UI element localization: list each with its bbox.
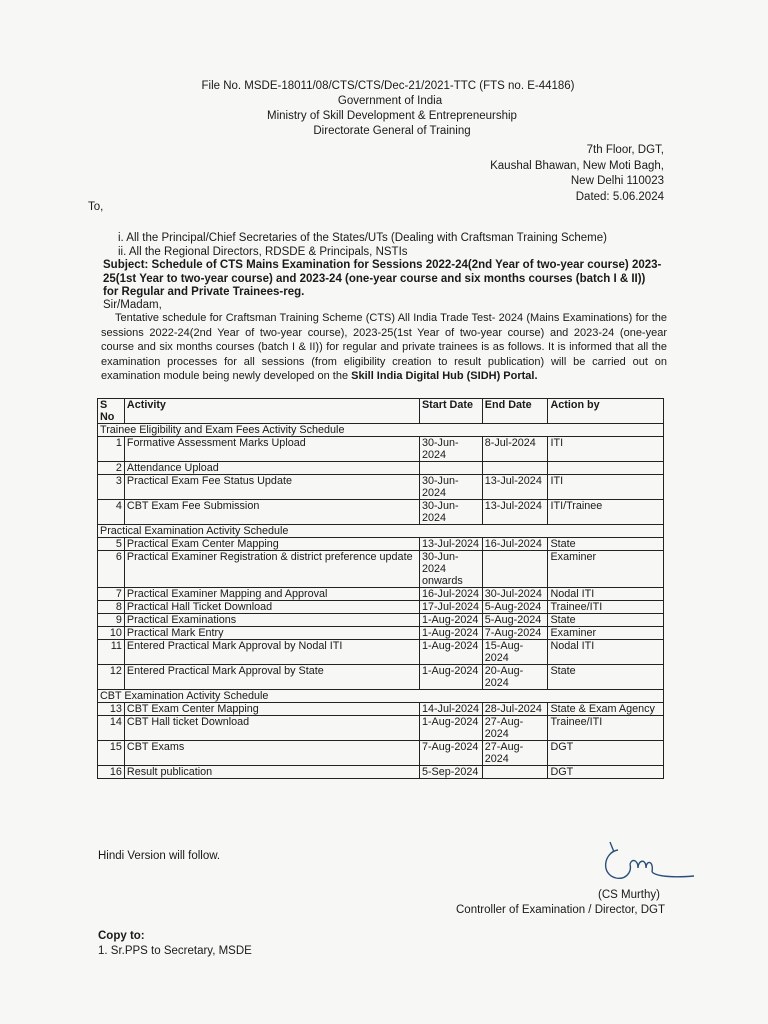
body-paragraph — [101, 311, 667, 384]
cell-end-date: 13-Jul-2024 — [482, 500, 548, 525]
directorate-line: Directorate General of Training — [313, 125, 471, 137]
section-row — [98, 424, 664, 437]
cell-start-date: 30-Jun-2024 — [419, 500, 482, 525]
cell-sno: 16 — [98, 766, 125, 779]
cell-activity: Entered Practical Mark Approval by State — [124, 665, 419, 690]
govt-line: Government of India — [337, 95, 443, 107]
cell-sno: 14 — [98, 716, 125, 741]
cell-start-date: 5-Sep-2024 — [419, 766, 482, 779]
ministry-line: Ministry of Skill Development & Entrepreneurship — [267, 110, 517, 122]
cell-action-by: State — [548, 538, 664, 551]
recipient-2: ii. All the Regional Directors, RDSDE & Principals, NSTIs — [118, 246, 408, 258]
cell-action-by: Examiner — [548, 627, 664, 640]
cell-sno: 4 — [98, 500, 125, 525]
table-row — [98, 500, 664, 525]
table-row — [98, 538, 664, 551]
section-title: CBT Examination Activity Schedule — [98, 690, 664, 703]
cell-end-date — [482, 766, 548, 779]
cell-action-by: State & Exam Agency — [548, 703, 664, 716]
cell-start-date: 1-Aug-2024 — [419, 614, 482, 627]
signatory-name: (CS Murthy) — [598, 889, 660, 901]
cell-activity: Formative Assessment Marks Upload — [124, 437, 419, 462]
recipient-1: i. All the Principal/Chief Secretaries of the States/UTs (Dealing with Craftsman Training Scheme) — [118, 232, 607, 244]
office-address — [490, 143, 664, 205]
cell-activity: Result publication — [124, 766, 419, 779]
cell-action-by: Examiner — [548, 551, 664, 588]
cell-end-date: 7-Aug-2024 — [482, 627, 548, 640]
table-row — [98, 588, 664, 601]
cell-sno: 5 — [98, 538, 125, 551]
cell-sno: 10 — [98, 627, 125, 640]
cell-end-date: 16-Jul-2024 — [482, 538, 548, 551]
table-row — [98, 601, 664, 614]
signatory-designation: Controller of Examination / Director, DGT — [456, 904, 665, 916]
cell-sno: 13 — [98, 703, 125, 716]
cell-start-date: 30-Jun-2024 — [419, 437, 482, 462]
cell-activity: Entered Practical Mark Approval by Nodal ITI — [124, 640, 419, 665]
cell-start-date: 13-Jul-2024 — [419, 538, 482, 551]
cell-activity: Practical Examiner Registration & district preference update — [124, 551, 419, 588]
cell-start-date: 1-Aug-2024 — [419, 716, 482, 741]
cell-activity: Practical Examiner Mapping and Approval — [124, 588, 419, 601]
cell-activity: CBT Exam Fee Submission — [124, 500, 419, 525]
cell-start-date: 17-Jul-2024 — [419, 601, 482, 614]
table-row — [98, 437, 664, 462]
cell-sno: 7 — [98, 588, 125, 601]
table-row — [98, 462, 664, 475]
cell-action-by: Trainee/ITI — [548, 716, 664, 741]
table-row — [98, 551, 664, 588]
signature-icon — [590, 838, 700, 890]
cell-end-date — [482, 551, 548, 588]
cell-sno: 11 — [98, 640, 125, 665]
schedule-table — [97, 398, 664, 779]
cell-action-by: DGT — [548, 741, 664, 766]
table-row — [98, 766, 664, 779]
cell-sno: 12 — [98, 665, 125, 690]
col-action-by: Action by — [548, 399, 664, 424]
schedule-body — [98, 424, 664, 779]
col-activity: Activity — [124, 399, 419, 424]
table-row — [98, 640, 664, 665]
table-row — [98, 703, 664, 716]
section-title: Trainee Eligibility and Exam Fees Activity Schedule — [98, 424, 664, 437]
cell-activity: Attendance Upload — [124, 462, 419, 475]
table-row — [98, 475, 664, 500]
table-row — [98, 741, 664, 766]
cell-end-date: 20-Aug-2024 — [482, 665, 548, 690]
copy-to-title: Copy to: — [98, 930, 145, 942]
cell-sno: 15 — [98, 741, 125, 766]
cell-activity: CBT Exam Center Mapping — [124, 703, 419, 716]
cell-action-by: Nodal ITI — [548, 588, 664, 601]
address-line-2: Kaushal Bhawan, New Moti Bagh, — [490, 159, 664, 172]
cell-activity: Practical Exam Center Mapping — [124, 538, 419, 551]
col-end-date: End Date — [482, 399, 548, 424]
dated-line: Dated: 5.06.2024 — [575, 190, 664, 203]
cell-sno: 8 — [98, 601, 125, 614]
cell-start-date: 16-Jul-2024 — [419, 588, 482, 601]
cell-start-date: 1-Aug-2024 — [419, 640, 482, 665]
to-label: To, — [88, 201, 104, 213]
cell-start-date: 1-Aug-2024 — [419, 665, 482, 690]
table-row — [98, 665, 664, 690]
cell-end-date: 15-Aug-2024 — [482, 640, 548, 665]
col-sno: S No — [98, 399, 125, 424]
cell-sno: 6 — [98, 551, 125, 588]
copy-to-item: 1. Sr.PPS to Secretary, MSDE — [98, 945, 252, 957]
file-number: File No. MSDE-18011/08/CTS/CTS/Dec-21/2021-TTC (FTS no. E-44186) — [201, 80, 575, 92]
cell-action-by: State — [548, 614, 664, 627]
table-row — [98, 614, 664, 627]
col-start-date: Start Date — [419, 399, 482, 424]
table-row — [98, 627, 664, 640]
section-title: Practical Examination Activity Schedule — [98, 525, 664, 538]
cell-activity: Practical Examinations — [124, 614, 419, 627]
cell-end-date: 5-Aug-2024 — [482, 601, 548, 614]
subject-line: Subject: Schedule of CTS Mains Examination for Sessions 2022-24(2nd Year of two-year course) 2023-25(1st Year to two-year course) and 2023-24 (one-year course and six months courses (batch I & II)) for Regular and Private Trainees-reg. — [103, 259, 662, 298]
cell-action-by: State — [548, 665, 664, 690]
cell-action-by: Nodal ITI — [548, 640, 664, 665]
cell-action-by — [548, 462, 664, 475]
cell-activity: Practical Hall Ticket Download — [124, 601, 419, 614]
portal-name: Skill India Digital Hub (SIDH) Portal. — [351, 370, 538, 382]
cell-end-date: 27-Aug-2024 — [482, 716, 548, 741]
cell-activity: Practical Exam Fee Status Update — [124, 475, 419, 500]
cell-end-date: 5-Aug-2024 — [482, 614, 548, 627]
table-header-row — [98, 399, 664, 424]
cell-action-by: ITI/Trainee — [548, 500, 664, 525]
cell-end-date: 30-Jul-2024 — [482, 588, 548, 601]
body-text: Tentative schedule for Craftsman Training Scheme (CTS) All India Trade Test- 2024 (Mains Examinations) for the sessions 2022-24(2nd Year of two-year course), 2023-25(1st Year of two-year course) and 2023-24 (one-year course and six months courses (batch I & II)) for regular and private trainees is as follows. It is informed that all the examination processes for all sessions (from eligibility creation to result publication) will be carried out on examination module being newly developed on the — [101, 312, 667, 382]
cell-action-by: Trainee/ITI — [548, 601, 664, 614]
cell-action-by: ITI — [548, 437, 664, 462]
cell-end-date: 27-Aug-2024 — [482, 741, 548, 766]
cell-sno: 2 — [98, 462, 125, 475]
cell-sno: 1 — [98, 437, 125, 462]
salutation: Sir/Madam, — [103, 299, 162, 311]
section-row — [98, 690, 664, 703]
cell-end-date: 13-Jul-2024 — [482, 475, 548, 500]
section-row — [98, 525, 664, 538]
cell-sno: 3 — [98, 475, 125, 500]
cell-activity: Practical Mark Entry — [124, 627, 419, 640]
address-line-1: 7th Floor, DGT, — [586, 144, 664, 156]
table-row — [98, 716, 664, 741]
cell-activity: CBT Exams — [124, 741, 419, 766]
cell-start-date: 14-Jul-2024 — [419, 703, 482, 716]
cell-start-date — [419, 462, 482, 475]
cell-action-by: ITI — [548, 475, 664, 500]
cell-start-date: 1-Aug-2024 — [419, 627, 482, 640]
cell-activity: CBT Hall ticket Download — [124, 716, 419, 741]
cell-start-date: 7-Aug-2024 — [419, 741, 482, 766]
cell-start-date: 30-Jun-2024 onwards — [419, 551, 482, 588]
cell-end-date: 28-Jul-2024 — [482, 703, 548, 716]
cell-action-by: DGT — [548, 766, 664, 779]
hindi-note: Hindi Version will follow. — [98, 850, 221, 862]
cell-end-date: 8-Jul-2024 — [482, 437, 548, 462]
cell-start-date: 30-Jun-2024 — [419, 475, 482, 500]
cell-sno: 9 — [98, 614, 125, 627]
address-line-3: New Delhi 110023 — [570, 175, 664, 187]
cell-end-date — [482, 462, 548, 475]
